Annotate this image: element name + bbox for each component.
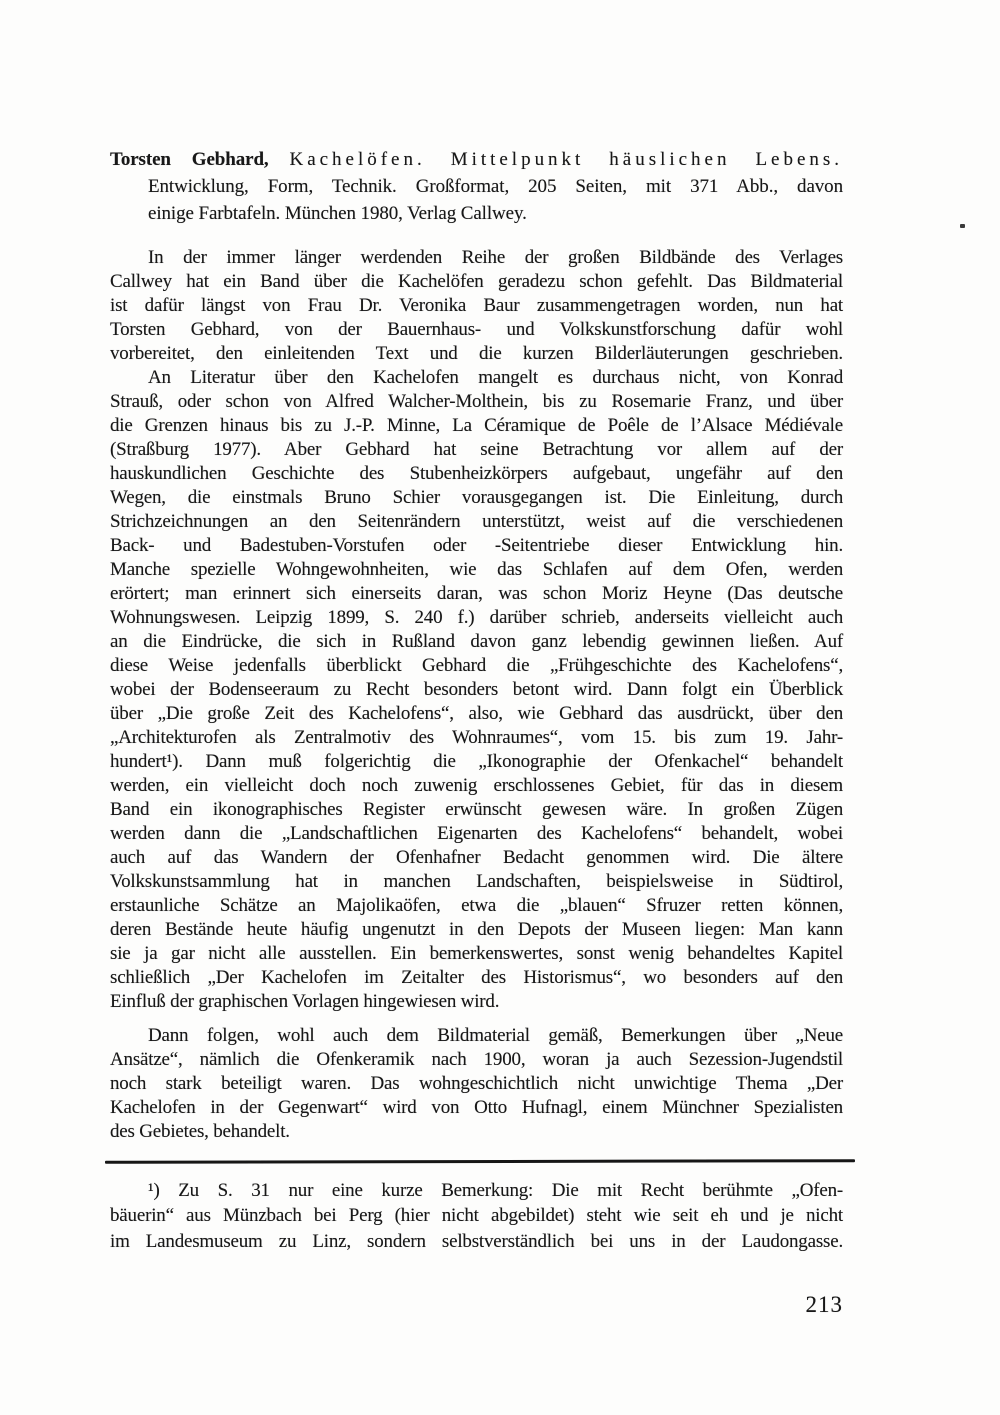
text-line: werden, ein vielleicht doch noch zuwenig erschlossenes Gebiet, für das in diesem (110, 775, 843, 796)
text-line: hauskundlichen Geschichte des Stubenheizkörpers aufgebaut, ungefähr auf den (110, 463, 843, 484)
review-heading (110, 146, 843, 227)
text-line: Wohnungswesen. Leipzig 1899, S. 240 f.) darüber schrieb, anderseits vielleicht auch (110, 607, 843, 628)
text-line: Dann folgen, wohl auch dem Bildmaterial gemäß, Bemerkungen über „Neue (148, 1025, 843, 1046)
review-author: Torsten Gebhard, (110, 149, 269, 170)
text-line: ist dafür längst von Frau Dr. Veronika Baur zusammengetragen worden, nun hat (110, 295, 843, 316)
text-line: diese Weise jedenfalls überblickt Gebhard die „Frühgeschichte des Kachelofens“, (110, 655, 843, 676)
page-number: 213 (805, 1292, 843, 1317)
text-line: In der immer länger werdenden Reihe der großen Bildbände des Verlages (148, 247, 843, 268)
paragraph (110, 246, 843, 366)
body-paragraphs (110, 246, 843, 1144)
text-line: Band ein ikonographisches Register erwünscht gewesen wäre. In großen Zügen (110, 799, 843, 820)
text-line: auch auf das Wandern der Ofenhafner Bedacht genommen wird. Die ältere (110, 847, 843, 868)
text-line: über „Die große Zeit des Kachelofens“, also, wie Gebhard das ausdrückt, über den (110, 703, 843, 724)
text-line: Strauß, oder schon von Alfred Walcher-Molthein, bis zu Rosemarie Franz, und über (110, 391, 843, 412)
text-line: noch stark beteiligt waren. Das wohngeschichtlich nicht unwichtige Thema „Der (110, 1073, 843, 1094)
footnote-line: im Landesmuseum zu Linz, sondern selbstverständlich bei uns in der Laudongasse. (110, 1230, 843, 1252)
text-line: wobei der Bodenseeraum zu Recht besonders betont wird. Dann folgt ein Überblick (110, 679, 843, 700)
heading-line: Entwicklung, Form, Technik. Großformat, 205 Seiten, mit 371 Abb., davon (148, 176, 843, 197)
paragraph (110, 366, 843, 1014)
text-line: des Gebietes, behandelt. (110, 1121, 290, 1142)
text-line: Einfluß der graphischen Vorlagen hingewiesen wird. (110, 991, 500, 1012)
text-line: (Straßburg 1977). Aber Gebhard hat seine Betrachtung vor allem auf der (110, 439, 843, 460)
footnote-rule (105, 1159, 855, 1164)
text-line: Ansätze“, nämlich die Ofenkeramik nach 1900, woran ja auch Sezession-Jugendstil (110, 1049, 843, 1070)
text-line: An Literatur über den Kachelofen mangelt es durchaus nicht, von Konrad (148, 367, 843, 388)
text-line: hundert¹). Dann muß folgerichtig die „Ikonographie der Ofenkachel“ behandelt (110, 751, 843, 772)
review-title: Kachelöfen. Mittelpunkt häuslichen Lebens. (289, 149, 843, 170)
text-line: Strichzeichnungen an den Seitenrändern unterstützt, weist auf die verschiedenen (110, 511, 843, 532)
footnote-line: ¹) Zu S. 31 nur eine kurze Bemerkung: Die mit Recht berühmte „Ofen- (148, 1180, 843, 1201)
text-line: erörtert; man erinnert sich einerseits daran, was schon Moriz Heyne (Das deutsche (110, 583, 843, 604)
text-line: Kachelofen in der Gegenwart“ wird von Otto Hufnagl, einem Münchner Spezialisten (110, 1097, 843, 1118)
heading-line (110, 146, 843, 173)
text-line: die Grenzen hinaus bis zu J.-P. Minne, La Céramique de Poêle de l’Alsace Médiévale (110, 415, 843, 436)
text-line: erstaunliche Schätze an Majolikaöfen, etwa die „blauen“ Sfruzer retten können, (110, 895, 843, 916)
heading-line: einige Farbtafeln. München 1980, Verlag Callwey. (148, 203, 527, 224)
text-line: an die Eindrücke, die sich in Rußland davon ganz lebendig gewinnen ließen. Auf (110, 631, 843, 652)
text-line: Volkskunstsammlung hat in manchen Landschaften, beispielsweise in Südtirol, (110, 871, 843, 892)
text-line: vorbereitet, den einleitenden Text und die kurzen Bilderläuterungen geschrieben. (110, 343, 843, 364)
text-line: Back- und Badestuben-Vorstufen oder -Seitentriebe dieser Entwicklung hin. (110, 535, 843, 556)
text-line: sie ja gar nicht alle ausstellen. Ein bemerkenswertes, sonst wenig behandeltes Kapitel (110, 943, 843, 964)
text-line: schließlich „Der Kachelofen im Zeitalter des Historismus“, wo besonders auf den (110, 967, 843, 988)
text-line: Callwey hat ein Band über die Kachelöfen geradezu schon gefehlt. Das Bildmaterial (110, 271, 843, 292)
text-line: Manche spezielle Wohngewohnheiten, wie das Schlafen auf dem Ofen, werden (110, 559, 843, 580)
paragraph (110, 1024, 843, 1144)
text-line: werden dann die „Landschaftlichen Eigenarten des Kachelofens“ behandelt, wobei (110, 823, 843, 844)
footnote (110, 1178, 843, 1254)
footnote-line: bäuerin“ aus Münzbach bei Perg (hier nicht abgebildet) steht wie seit eh und je nicht (110, 1205, 843, 1227)
text-line: „Architekturofen als Zentralmotiv des Wohnraumes“, vom 15. bis zum 19. Jahr- (110, 727, 843, 748)
text-line: deren Bestände heute häufig ungenutzt in den Depots der Museen liegen: Man kann (110, 919, 843, 940)
text-line: Torsten Gebhard, von der Bauernhaus- und Volkskunstforschung dafür wohl (110, 319, 843, 340)
text-line: Wegen, die einstmals Bruno Schier vorausgegangen ist. Die Einleitung, durch (110, 487, 843, 508)
scan-speckle (960, 224, 965, 228)
